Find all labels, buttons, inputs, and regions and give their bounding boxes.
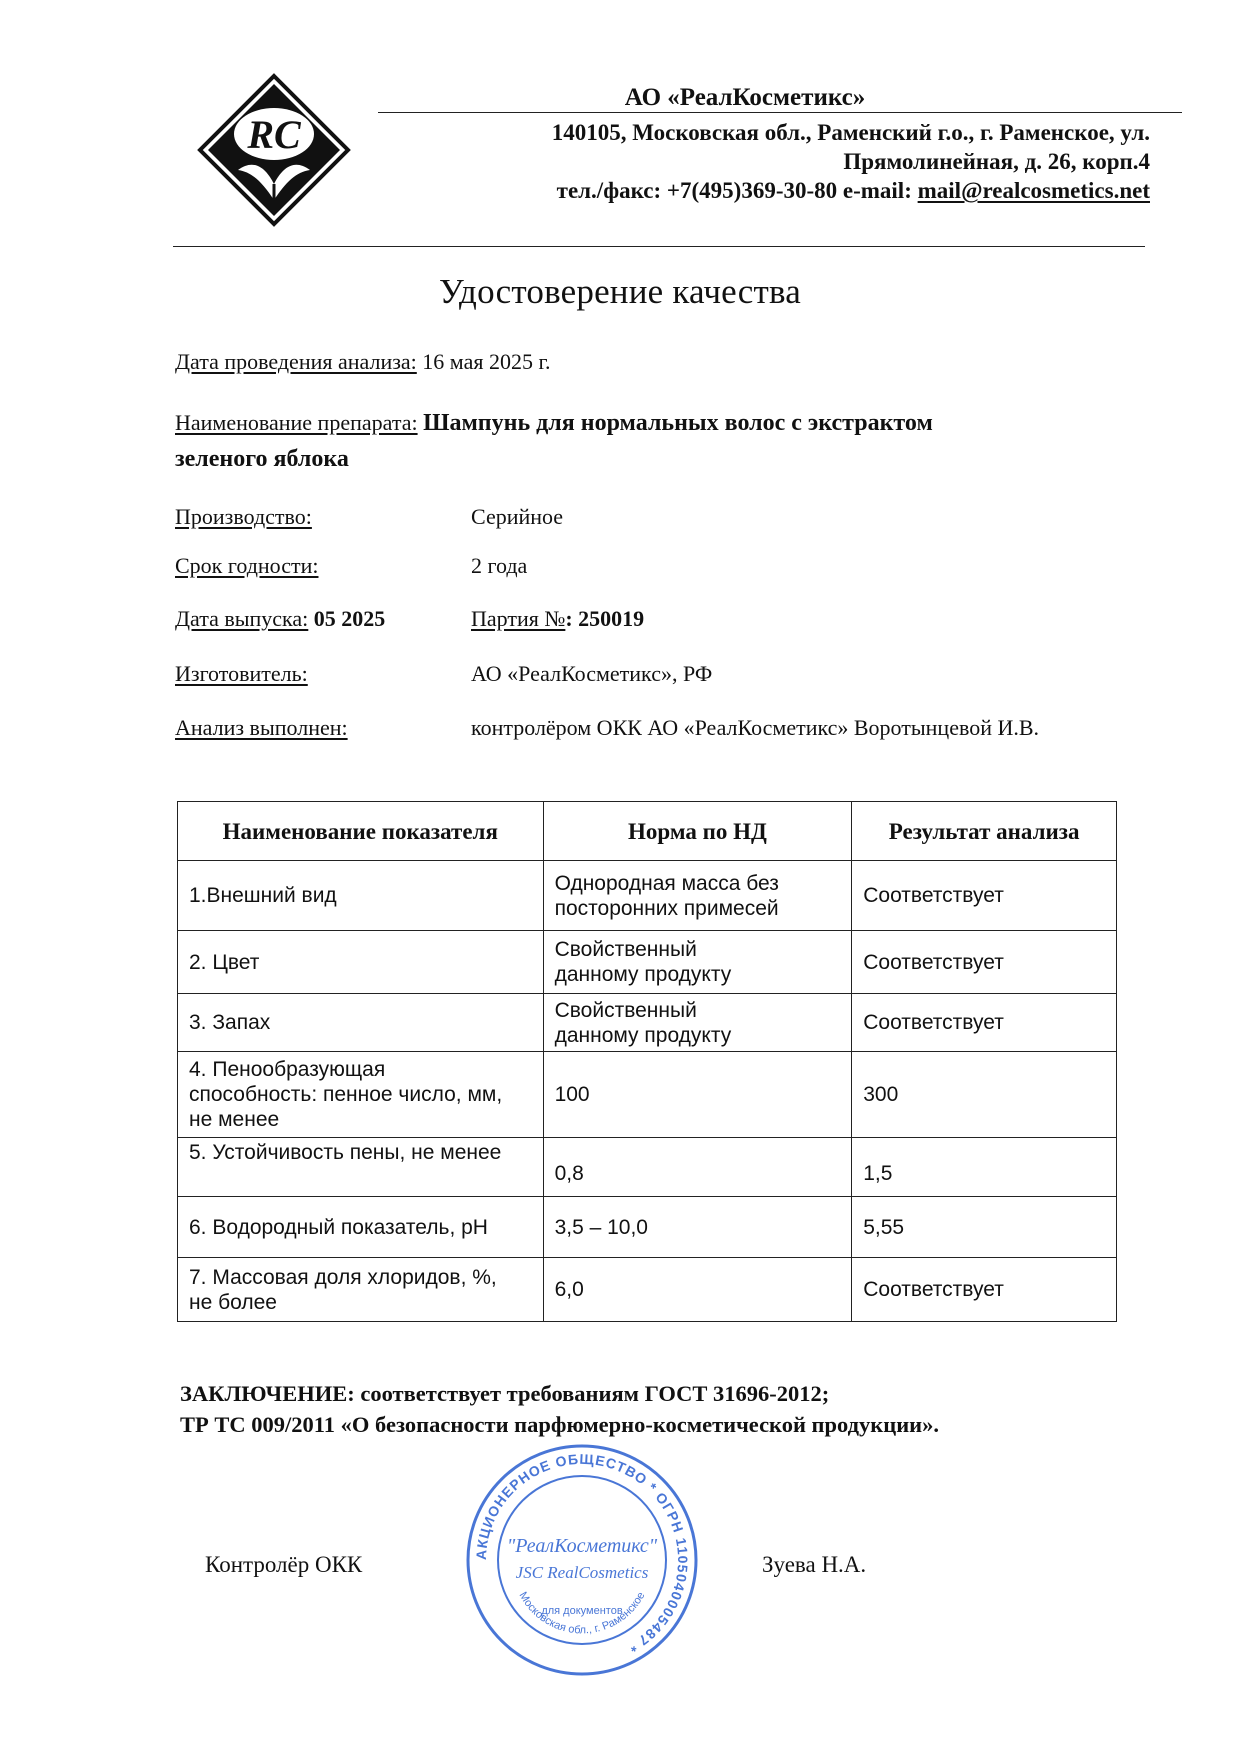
result-cell: Соответствует xyxy=(852,861,1117,931)
analyst-label: Анализ выполнен: xyxy=(175,715,348,740)
indicator-cell: 7. Массовая доля хлоридов, %, не более xyxy=(178,1258,544,1322)
table-header-row xyxy=(178,802,1117,861)
result-cell: Соответствует xyxy=(852,1258,1117,1322)
analyst-value: контролёром ОКК АО «РеалКосметикс» Воротынцевой И.В. xyxy=(471,715,1040,740)
table-row xyxy=(178,931,1117,994)
batch-value: : 250019 xyxy=(565,606,645,631)
result-cell: Соответствует xyxy=(852,994,1117,1052)
batch-label: Партия № xyxy=(471,606,566,631)
production-value: Серийное xyxy=(471,504,564,529)
stamp-ring-text: АКЦИОНЕРНОЕ ОБЩЕСТВО * ОГРН 1105040005487 * xyxy=(472,1450,692,1657)
company-stamp xyxy=(462,1440,702,1680)
indicator-cell: 5. Устойчивость пены, не менее xyxy=(178,1138,544,1197)
analysis-table xyxy=(177,801,1117,1322)
stamp-inner-ring xyxy=(498,1476,666,1644)
norm-cell: 0,8 xyxy=(543,1138,852,1197)
release-date-row xyxy=(175,606,385,632)
product-label: Наименование препарата: xyxy=(175,410,418,435)
address-line-1: 140105, Московская обл., Раменский г.о., г. Раменское, ул. xyxy=(551,120,1150,145)
table-row xyxy=(178,994,1117,1052)
header-divider-bottom xyxy=(173,246,1145,247)
signature-name: Зуева Н.А. xyxy=(762,1552,867,1577)
result-cell: 1,5 xyxy=(852,1138,1117,1197)
production-label: Производство: xyxy=(175,504,312,529)
result-cell: 300 xyxy=(852,1052,1117,1138)
product-name-line-1: Шампунь для нормальных волос с экстрактом xyxy=(423,410,933,436)
product-name-line-2: зеленого яблока xyxy=(175,446,349,472)
company-logo xyxy=(196,72,352,228)
table-row xyxy=(178,1197,1117,1258)
stamp-bottom-text: Московская обл., г. Раменское xyxy=(516,1589,648,1637)
release-date-label: Дата выпуска: xyxy=(175,606,309,631)
manufacturer-label: Изготовитель: xyxy=(175,661,308,686)
header-indicator: Наименование показателя xyxy=(178,802,544,861)
product-block xyxy=(175,405,1105,477)
indicator-cell: 1.Внешний вид xyxy=(178,861,544,931)
stamp-small-text: для документов xyxy=(541,1605,623,1617)
analysis-date-label: Дата проведения анализа: xyxy=(175,349,417,374)
document-title: Удостоверение качества xyxy=(438,272,801,311)
indicator-cell: 6. Водородный показатель, pH xyxy=(178,1197,544,1258)
header-divider-top xyxy=(378,112,1182,113)
table-row xyxy=(178,1052,1117,1138)
indicator-cell: 3. Запах xyxy=(178,994,544,1052)
result-cell: 5,55 xyxy=(852,1197,1117,1258)
result-cell: Соответствует xyxy=(852,931,1117,994)
email-link[interactable]: mail@realcosmetics.net xyxy=(917,178,1150,203)
norm-cell: 3,5 – 10,0 xyxy=(543,1197,852,1258)
signature-role: Контролёр ОКК xyxy=(205,1552,363,1577)
manufacturer-value: АО «РеалКосметикс», РФ xyxy=(471,661,713,686)
batch-row xyxy=(471,606,644,632)
table-row xyxy=(178,861,1117,931)
header-result: Результат анализа xyxy=(852,802,1117,861)
shelf-life-label: Срок годности: xyxy=(175,553,319,578)
table-row xyxy=(178,1258,1117,1322)
contacts-text: тел./факс: +7(495)369-30-80 e-mail: xyxy=(556,178,918,203)
contacts-line xyxy=(430,176,1150,205)
analysis-date-row xyxy=(175,349,551,375)
norm-cell: 6,0 xyxy=(543,1258,852,1322)
conclusion-line-1: ЗАКЛЮЧЕНИЕ: соответствует требованиям ГОСТ 31696-2012; xyxy=(180,1381,830,1406)
norm-cell: Однородная масса без посторонних примесей xyxy=(543,861,852,931)
norm-cell: 100 xyxy=(543,1052,852,1138)
norm-cell: Свойственный данному продукту xyxy=(543,931,852,994)
stamp-center-line-2: JSC RealCosmetics xyxy=(515,1563,649,1582)
stamp-outer-ring xyxy=(468,1446,696,1674)
analysis-date-value: 16 мая 2025 г. xyxy=(416,349,551,374)
company-name: АО «РеалКосметикс» xyxy=(624,84,866,111)
release-date-value: 05 2025 xyxy=(308,606,386,631)
address-line-2: Прямолинейная, д. 26, корп.4 xyxy=(843,149,1150,174)
indicator-cell: 4. Пенообразующая способность: пенное число, мм, не менее xyxy=(178,1052,544,1138)
company-address xyxy=(430,118,1150,205)
logo-text: RC xyxy=(247,112,301,157)
shelf-life-value: 2 года xyxy=(471,553,528,578)
norm-cell: Свойственный данному продукту xyxy=(543,994,852,1052)
indicator-cell: 2. Цвет xyxy=(178,931,544,994)
header-norm: Норма по НД xyxy=(543,802,852,861)
table-row xyxy=(178,1138,1117,1197)
stamp-center-line-1: "РеалКосметикс" xyxy=(506,1535,658,1557)
conclusion xyxy=(180,1378,1080,1440)
conclusion-line-2: ТР ТС 009/2011 «О безопасности парфюмерно-косметической продукции». xyxy=(180,1412,940,1437)
